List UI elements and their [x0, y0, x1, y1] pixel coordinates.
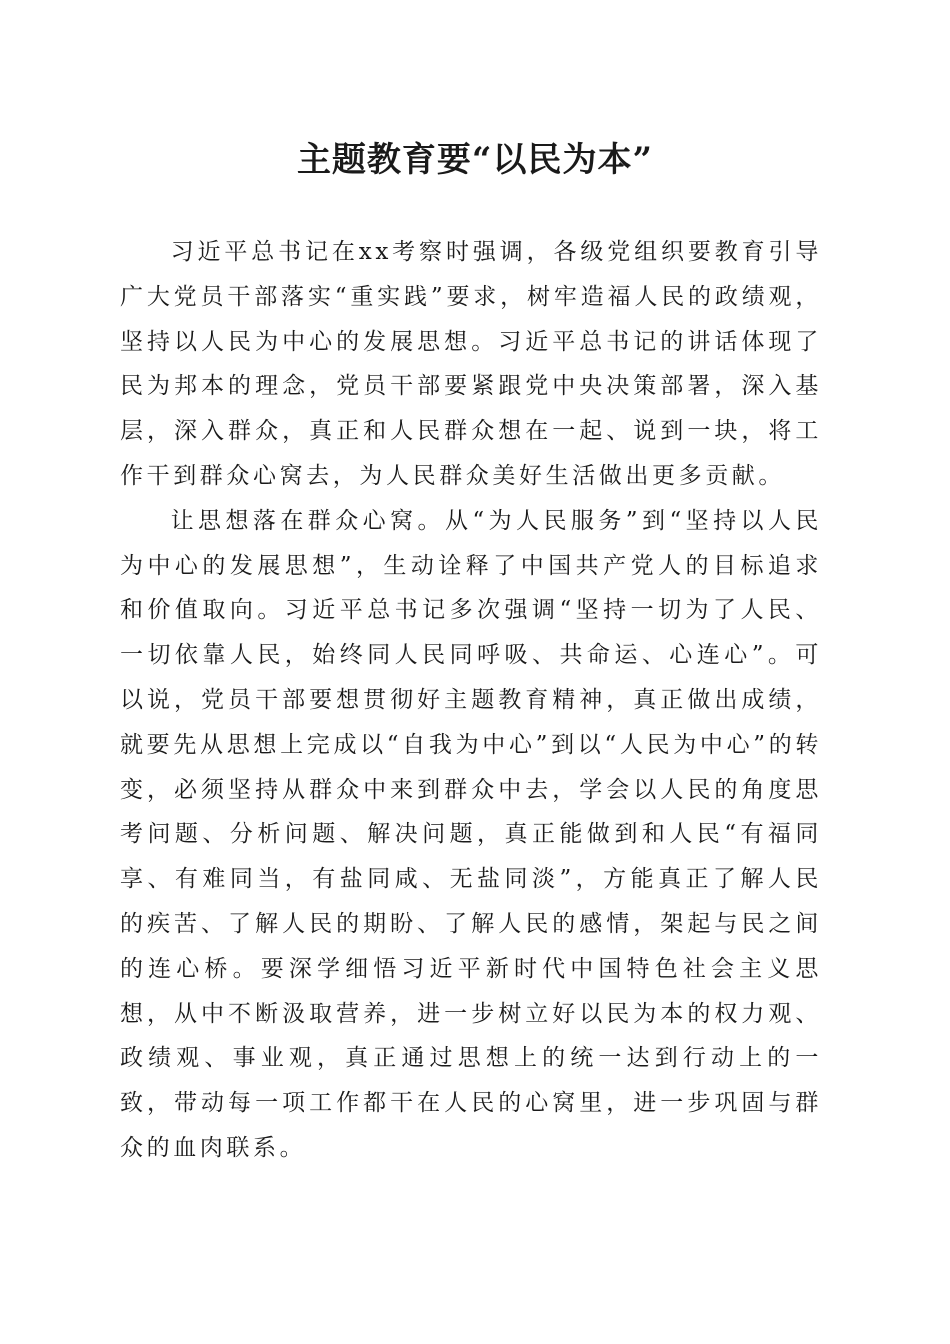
paragraph-thought: 让思想落在群众心窝。从“为人民服务”到“坚持以人民为中心的发展思想”，生动诠释了中国共产党人的目标追求和价值取向。习近平总书记多次强调“坚持一切为了人民、一切依靠人民，始终同人民同呼吸、共命运、心连心”。可以说，党员干部要想贯彻好主题教育精神，真正做出成绩，就要先从思想上完成以“自我为中心”到以“人民为中心”的转变，必须坚持从群众中来到群众中去，学会以人民的角度思考问题、分析问题、解决问题，真正能做到和人民“有福同享、有难同当，有盐同咸、无盐同淡”，方能真正了解人民的疾苦、了解人民的期盼、了解人民的感情，架起与民之间的连心桥。要深学细悟习近平新时代中国特色社会主义思想，从中不断汲取营养，进一步树立好以民为本的权力观、政绩观、事业观，真正通过思想上的统一达到行动上的一致，带动每一项工作都干在人民的心窝里，进一步巩固与群众的血肉联系。: [120, 507, 822, 1161]
document-body: [120, 230, 822, 1171]
document-title: 主题教育要“以民为本”: [296, 140, 654, 180]
paragraph-intro: 习近平总书记在xx考察时强调，各级党组织要教育引导广大党员干部落实“重实践”要求，树牢造福人民的政绩观，坚持以人民为中心的发展思想。习近平总书记的讲话体现了民为邦本的理念，党员干部要紧跟党中央决策部署，深入基层，深入群众，真正和人民群众想在一起、说到一块，将工作干到群众心窝去，为人民群众美好生活做出更多贡献。: [120, 239, 822, 489]
